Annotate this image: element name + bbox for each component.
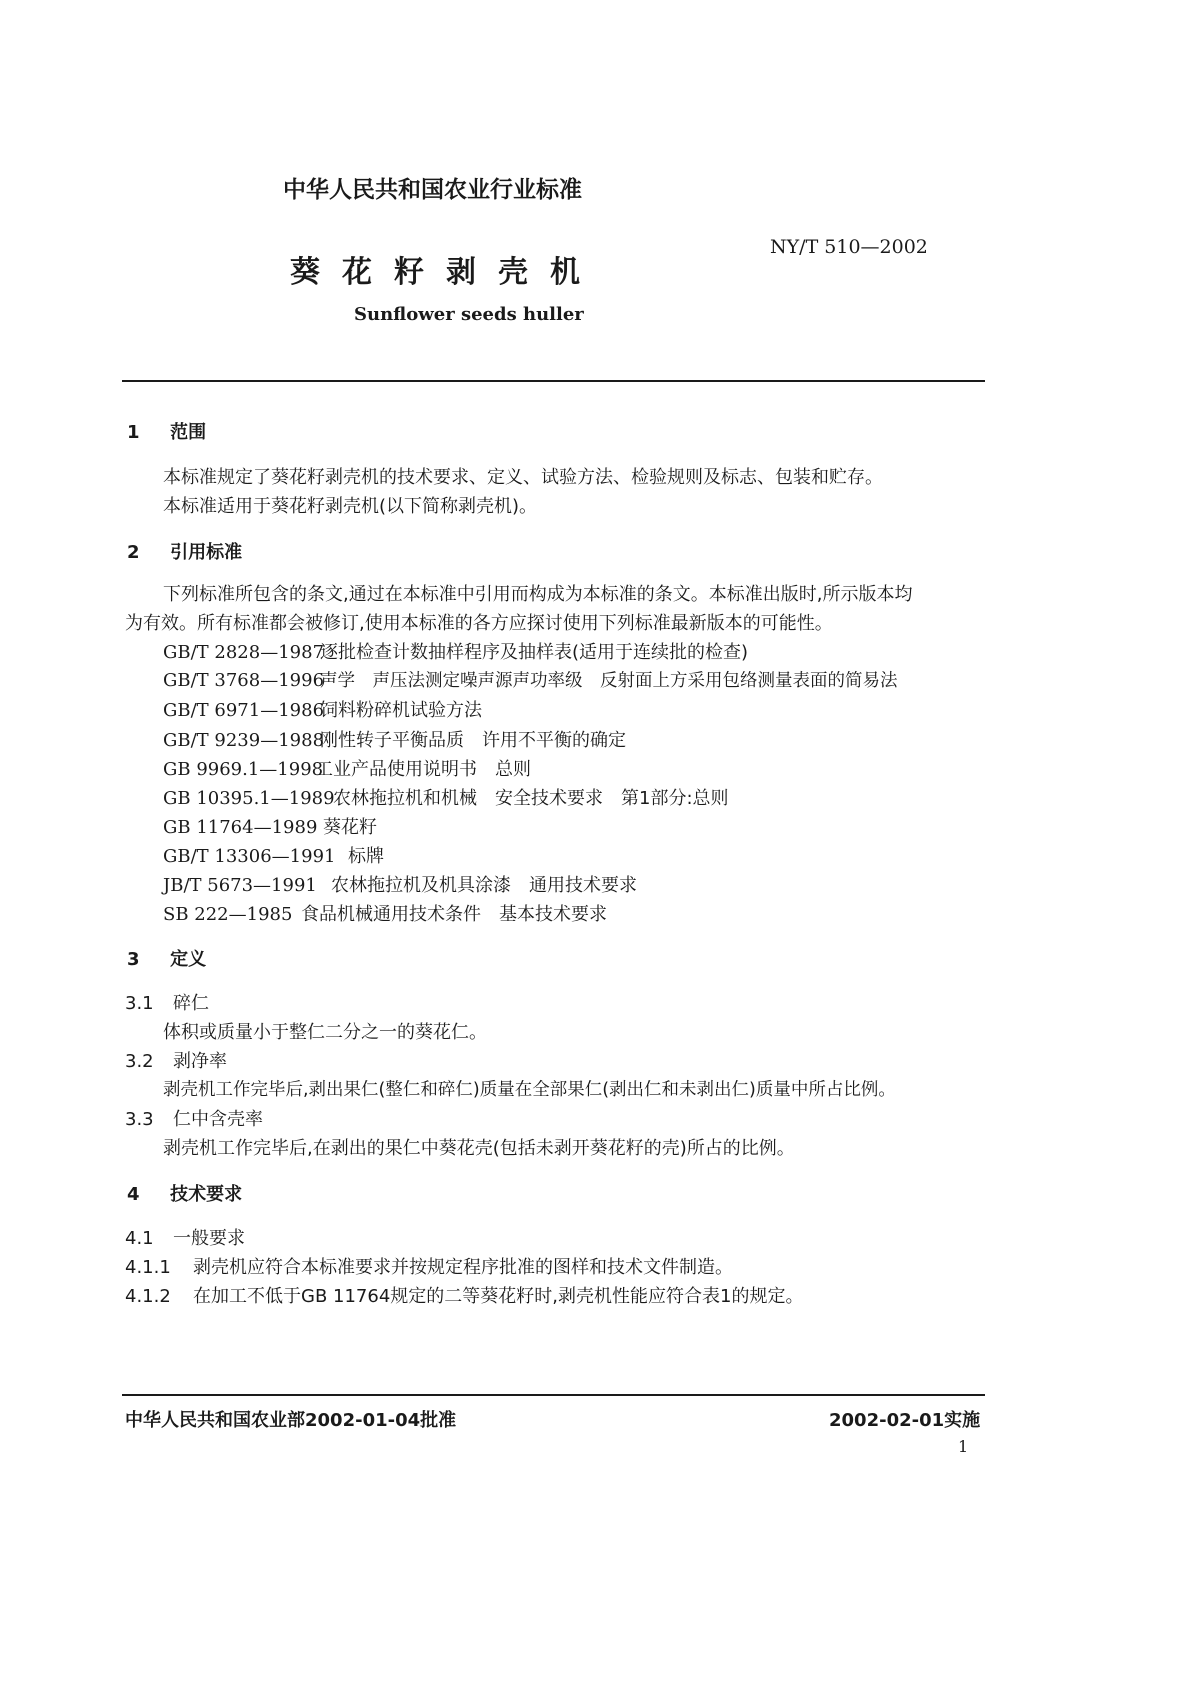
section-number: 4 (127, 1184, 140, 1205)
section-title: 定义 (170, 949, 207, 970)
reference-title: 饲料粉碎机试验方法 (320, 700, 482, 721)
page-number: 1 (958, 1437, 969, 1456)
paragraph: 本标准适用于葵花籽剥壳机(以下简称剥壳机)。 (163, 496, 538, 517)
reference-title: 农林拖拉机和机械 安全技术要求 第1部分:总则 (333, 788, 729, 809)
reference-item (163, 900, 607, 926)
definition-text: 剥壳机工作完毕后,在剥出的果仁中葵花壳(包括未剥开葵花籽的壳)所占的比例。 (163, 1138, 795, 1159)
section-1-heading (127, 418, 206, 444)
clause-number: 3.2 (125, 1051, 154, 1072)
reference-item (163, 871, 637, 897)
reference-code: GB/T 13306—1991 (163, 846, 336, 867)
clause-number: 4.1.2 (125, 1286, 171, 1307)
reference-item (163, 842, 384, 868)
definition-term (125, 989, 209, 1015)
reference-title: 刚性转子平衡品质 许用不平衡的确定 (320, 730, 626, 751)
reference-item (163, 667, 898, 692)
reference-item (163, 696, 482, 722)
english-title: Sunflower seeds huller (354, 304, 584, 325)
reference-code: GB/T 3768—1996 (163, 670, 325, 691)
reference-title: 食品机械通用技术条件 基本技术要求 (301, 904, 607, 925)
section-title: 技术要求 (170, 1184, 243, 1205)
term-label: 剥净率 (173, 1051, 227, 1072)
clause-text: 在加工不低于GB 11764规定的二等葵花籽时,剥壳机性能应符合表1的规定。 (193, 1286, 804, 1307)
standard-number: NY/T 510—2002 (770, 236, 928, 258)
section-title: 引用标准 (170, 542, 243, 563)
reference-code: JB/T 5673—1991 (163, 875, 317, 896)
section-title: 范围 (170, 422, 207, 443)
issuer-heading: 中华人民共和国农业行业标准 (283, 177, 582, 203)
reference-title: 标牌 (348, 846, 384, 867)
clause (125, 1224, 245, 1250)
reference-code: GB 11764—1989 (163, 817, 318, 838)
clause (125, 1253, 733, 1279)
section-2-heading (127, 538, 242, 564)
reference-code: GB 9969.1—1998 (163, 759, 324, 780)
reference-item (163, 813, 377, 839)
reference-title: 工业产品使用说明书 总则 (315, 759, 531, 780)
clause-number: 3.3 (125, 1109, 154, 1130)
clause-text: 一般要求 (173, 1228, 245, 1249)
term-label: 碎仁 (173, 993, 209, 1014)
paragraph: 下列标准所包含的条文,通过在本标准中引用而构成为本标准的条文。本标准出版时,所示版本均 (163, 584, 913, 605)
term-label: 仁中含壳率 (173, 1109, 263, 1130)
reference-item (163, 755, 531, 781)
section-number: 2 (127, 542, 140, 563)
section-3-heading (127, 945, 206, 971)
effective-date: 2002-02-01实施 (829, 1410, 981, 1431)
paragraph: 本标准规定了葵花籽剥壳机的技术要求、定义、试验方法、检验规则及标志、包装和贮存。 (163, 467, 883, 488)
header-rule (122, 380, 985, 382)
reference-title: 农林拖拉机及机具涂漆 通用技术要求 (331, 875, 637, 896)
footer-rule (122, 1394, 985, 1396)
clause-number: 3.1 (125, 993, 154, 1014)
definition-term (125, 1047, 227, 1073)
reference-code: GB/T 9239—1988 (163, 730, 325, 751)
reference-title: 葵花籽 (323, 817, 377, 838)
definition-text: 体积或质量小于整仁二分之一的葵花仁。 (163, 1022, 487, 1043)
section-number: 1 (127, 422, 140, 443)
reference-item (163, 784, 729, 810)
section-number: 3 (127, 949, 140, 970)
clause-number: 4.1 (125, 1228, 154, 1249)
reference-code: GB 10395.1—1989 (163, 788, 335, 809)
reference-item (163, 726, 626, 752)
reference-code: GB/T 2828—1987 (163, 642, 325, 663)
definition-text: 剥壳机工作完毕后,剥出果仁(整仁和碎仁)质量在全部果仁(剥出仁和未剥出仁)质量中所占比例。 (163, 1080, 896, 1100)
clause (125, 1282, 803, 1308)
reference-code: GB/T 6971—1986 (163, 700, 325, 721)
document-title: 葵花籽剥壳机 (290, 255, 602, 290)
reference-item (163, 638, 748, 664)
paragraph: 为有效。所有标准都会被修订,使用本标准的各方应探讨使用下列标准最新版本的可能性。 (125, 613, 833, 634)
clause-number: 4.1.1 (125, 1257, 171, 1278)
definition-term (125, 1105, 263, 1131)
section-4-heading (127, 1180, 242, 1206)
reference-title: 逐批检查计数抽样程序及抽样表(适用于连续批的检查) (320, 642, 749, 663)
reference-title: 声学 声压法测定噪声源声功率级 反射面上方采用包络测量表面的简易法 (320, 671, 898, 691)
reference-code: SB 222—1985 (163, 904, 293, 925)
clause-text: 剥壳机应符合本标准要求并按规定程序批准的图样和技术文件制造。 (193, 1257, 733, 1278)
approval-line: 中华人民共和国农业部2002-01-04批准 (125, 1410, 457, 1431)
